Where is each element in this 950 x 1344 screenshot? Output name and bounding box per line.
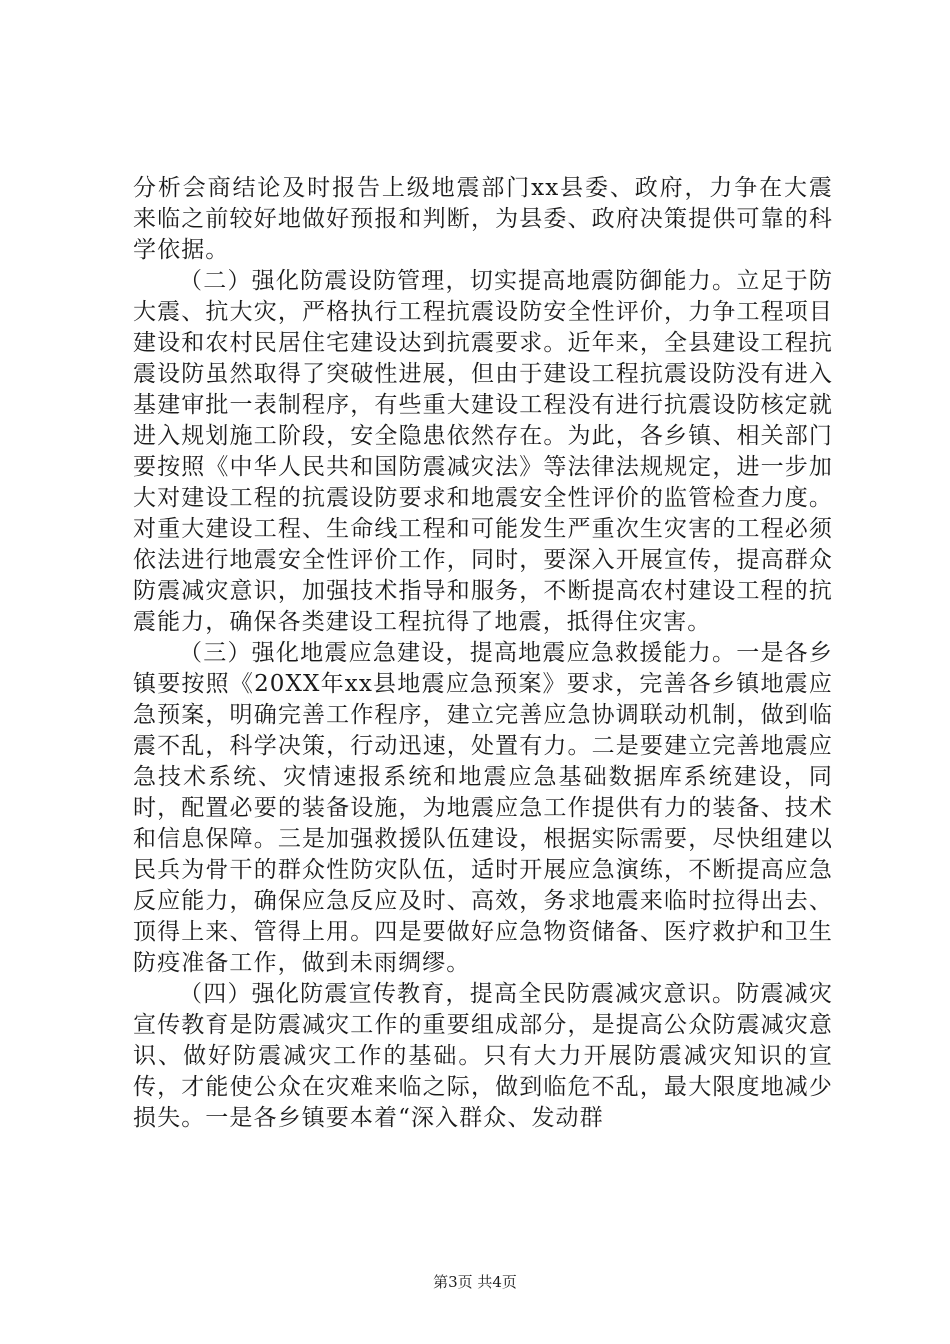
page-footer: 第3页 共4页	[433, 1273, 517, 1291]
paragraph-continuation: 分析会商结论及时报告上级地震部门xx县委、政府，力争在大震来临之前较好地做好预报和判断，为县委、政府决策提供可靠的科学依据。	[133, 175, 833, 263]
paragraph-section-2: （二）强化防震设防管理，切实提高地震防御能力。立足于防大震、抗大灾，严格执行工程抗震设防安全性评价，力争工程项目建设和农村民居住宅建设达到抗震要求。近年来，全县建设工程抗震设防虽然取得了突破性进展，但由于建设工程抗震设防没有进入基建审批一表制程序，有些重大建设工程没有进行抗震设防核定就进入规划施工阶段，安全隐患依然存在。为此，各乡镇、相关部门要按照《中华人民共和国防震减灾法》等法律法规规定，进一步加大对建设工程的抗震设防要求和地震安全性评价的监管检查力度。对重大建设工程、生命线工程和可能发生严重次生灾害的工程必须依法进行地震安全性评价工作，同时，要深入开展宣传，提高群众防震减灾意识，加强技术指导和服务，不断提高农村建设工程的抗震能力，确保各类建设工程抗得了地震，抵得住灾害。	[133, 268, 833, 635]
document-body	[133, 173, 833, 1134]
paragraph-section-4: （四）强化防震宣传教育，提高全民防震减灾意识。防震减灾宣传教育是防震减灾工作的重要组成部分，是提高公众防震减灾意识、做好防震减灾工作的基础。只有大力开展防震减灾知识的宣传，才能使公众在灾难来临之际，做到临危不乱，最大限度地减少损失。一是各乡镇要本着“深入群众、发动群	[133, 981, 833, 1131]
paragraph-section-3: （三）强化地震应急建设，提高地震应急救援能力。一是各乡镇要按照《20XX年xx县地震应急预案》要求，完善各乡镇地震应急预案，明确完善工作程序，建立完善应急协调联动机制，做到临震不乱，科学决策，行动迅速，处置有力。二是要建立完善地震应急技术系统、灾情速报系统和地震应急基础数据库系统建设，同时，配置必要的装备设施，为地震应急工作提供有力的装备、技术和信息保障。三是加强救援队伍建设，根据实际需要，尽快组建以民兵为骨干的群众性防灾队伍，适时开展应急演练，不断提高应急反应能力，确保应急反应及时、高效，务求地震来临时拉得出去、顶得上来、管得上用。四是要做好应急物资储备、医疗救护和卫生防疫准备工作，做到未雨绸缪。	[133, 640, 833, 976]
